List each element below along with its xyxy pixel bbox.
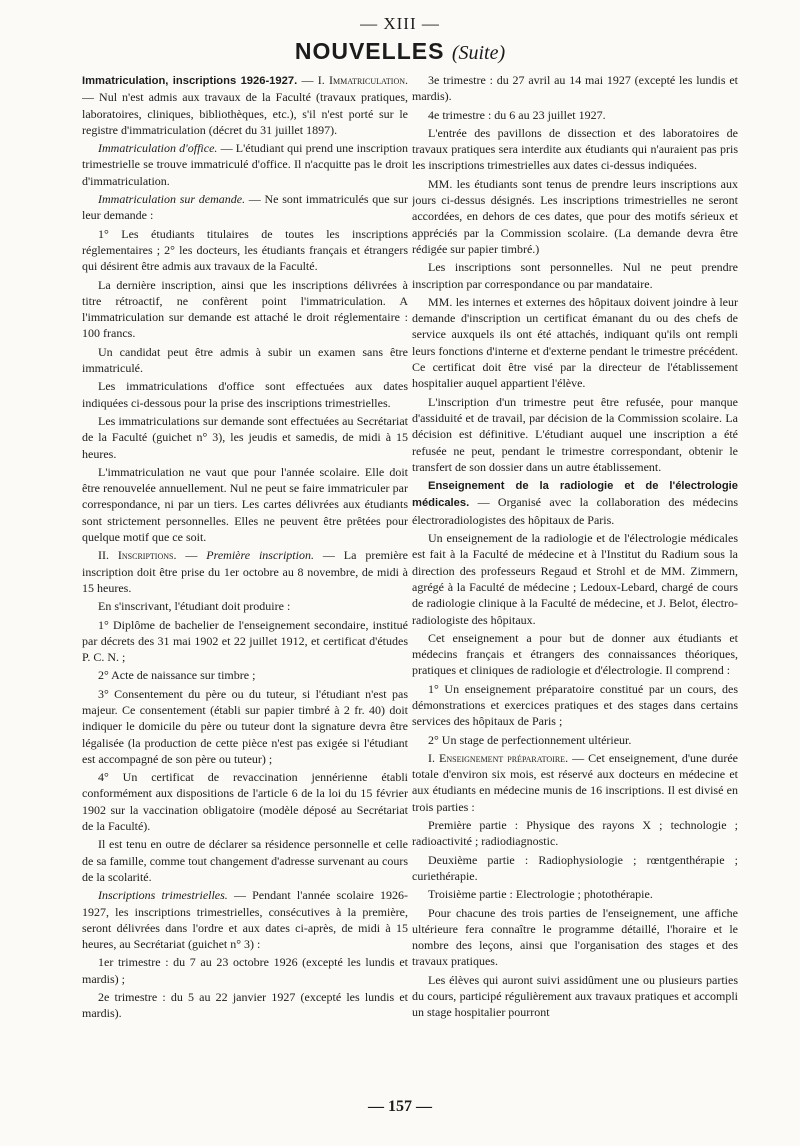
paragraph: Pour chacune des trois parties de l'enseignement, une affiche ultérieure fera connaître le programme détaillé, l'horaire et le nombre des leçons, ainsi que l'organisation des stages et des travaux pratiques. bbox=[412, 905, 738, 969]
paragraph bbox=[82, 72, 408, 138]
paragraph: Un enseignement de la radiologie et de l'électrologie médicales est fait à la Faculté de médecine et à l'Institut du Radium sous la direction des professeurs Regaud et Strohl et de MM. Zimmern, agrégé à la Faculté de médecine ; Ledoux-Lebard, chargé de cours de radiologie clinique à la Faculté de médecine, et J. Belot, électro-radiologiste des hôpitaux. bbox=[412, 531, 738, 627]
text: — La première inscription doit être prise du 1er octobre au 8 novembre, de midi à 15 heures. bbox=[82, 548, 408, 595]
paragraph: 1° Les étudiants titulaires de toutes les inscriptions réglementaires ; 2° les docteurs, les étudiants français et étrangers qui désirent être admis aux travaux de la Faculté. bbox=[82, 226, 408, 274]
section-label: II. Inscriptions. bbox=[98, 548, 177, 563]
paragraph: 4° Un certificat de revaccination jennérienne établi conformément aux dispositions de l'article 6 de la loi du 15 février 1902 sur la vaccination obligatoire (modèle déposé au Secrétariat de la Faculté). bbox=[82, 770, 408, 834]
paragraph: Un candidat peut être admis à subir un examen sans être immatriculé. bbox=[82, 344, 408, 376]
text: — Cet enseignement, d'une durée totale d'environ six mois, est réservé aux docteurs en médecine et aux étudiants en médecine munis de 16 inscriptions. Il est divisé en trois parties : bbox=[412, 750, 738, 814]
section-label: — I. Immatriculation. bbox=[301, 73, 408, 87]
text: — Ne sont immatriculés que sur leur demande : bbox=[82, 192, 408, 223]
paragraph: 2° Un stage de perfectionnement ultérieur. bbox=[428, 732, 632, 747]
heading-subtitle: (Suite) bbox=[451, 42, 506, 64]
paragraph: MM. les internes et externes des hôpitaux doivent joindre à leur demande d'inscription un certificat émanant du ou des chefs de service auxquels ils ont été attachés, indiquant qu'ils ont rempli leurs fonctions d'interne et d'externe pendant le trimestre précédent. Ce certificat doit être visé par la directeur de l'établissement hospitalier auquel appartient l'élève. bbox=[412, 294, 738, 391]
paragraph: Cet enseignement a pour but de donner aux étudiants et médecins français et étrangers des connaissances théoriques, pratiques et cliniques de radiologie et d'électrologie. Il comprend : bbox=[412, 630, 738, 678]
paragraph: Les inscriptions sont personnelles. Nul ne peut prendre inscription par correspondance ou par mandataire. bbox=[412, 260, 738, 291]
paragraph: Les élèves qui auront suivi assidûment une ou plusieurs parties du cours, participé régulièrement aux travaux pratiques et accompli un stage hospitalier pourront bbox=[412, 972, 738, 1020]
paragraph bbox=[82, 887, 408, 952]
paragraph: Les immatriculations sur demande sont effectuées au Secrétariat de la Faculté (guichet n° 3), les jeudis et samedis, de midi à 15 heures. bbox=[82, 413, 408, 461]
text: — L'étudiant qui prend une inscription trimestrielle se trouve immatriculé d'office. Il n'acquitte pas le droit d'immatriculation. bbox=[82, 141, 408, 188]
paragraph: 3° Consentement du père ou du tuteur, si l'étudiant n'est pas majeur. Ce consentement (établi sur papier timbré à 2 fr. 40) doit indiquer le domicile du père ou tuteur dont la signature devra être légalisée (la production de cette pièce n'est pas exigée si l'étudiant est accompagné de son père ou tuteur) ; bbox=[82, 686, 408, 766]
article-title: Immatriculation, inscriptions 1926-1927. bbox=[82, 75, 298, 87]
paragraph: L'immatriculation ne vaut que pour l'année scolaire. Elle doit être renouvelée annuellement. Nul ne peut se faire immatriculer par correspondance, ni par un tiers. Les cartes délivrées aux étudiants sont strictement personnelles. Elles ne peuvent être prêtées pour quelque motif que ce soit. bbox=[82, 464, 408, 545]
right-column bbox=[412, 72, 738, 1090]
paragraph bbox=[412, 750, 738, 815]
paragraph: 1er trimestre : du 7 au 23 octobre 1926 (excepté les lundis et mardis) ; bbox=[82, 955, 408, 986]
paragraph: Il est tenu en outre de déclarer sa résidence personnelle et celle de sa famille, comme tout changement d'adresse survenant au cours de la scolarité. bbox=[82, 837, 408, 884]
subheading: Inscriptions trimestrielles. bbox=[98, 888, 228, 903]
paragraph: 2e trimestre : du 5 au 22 janvier 1927 (excepté les lundis et mardis). bbox=[82, 990, 408, 1021]
paragraph bbox=[82, 191, 408, 224]
paragraph: MM. les étudiants sont tenus de prendre leurs inscriptions aux jours ci-dessus désignés. Les inscriptions trimestrielles ne seront accordées, en dehors de ces dates, que pour des motifs sérieux et appréciés par la Commission scolaire. (La demande devra être rédigée sur papier timbré.) bbox=[412, 176, 738, 256]
text: — Pendant l'année scolaire 1926-1927, les inscriptions trimestrielles, consécutives à la première, seront délivrées dans l'ordre et aux dates ci-après, de midi à 15 heures, au Secrétariat (guichet n° 3) : bbox=[82, 888, 408, 952]
paragraph bbox=[82, 140, 408, 189]
paragraph: L'entrée des pavillons de dissection et des laboratoires de travaux pratiques sera interdite aux étudiants qui n'auraient pas pris les inscriptions trimestrielles aux dates ci-dessus indiquées. bbox=[412, 125, 738, 173]
page-number: — 157 — bbox=[368, 1098, 432, 1115]
paragraph: En s'inscrivant, l'étudiant doit produire : bbox=[98, 599, 291, 614]
paragraph: Deuxième partie : Radiophysiologie ; rœntgenthérapie ; curiethérapie. bbox=[412, 852, 738, 883]
subheading: Immatriculation sur demande. bbox=[98, 192, 246, 207]
paragraph: II. Inscriptions. — Première inscription. — La première inscription doit être prise du 1er octobre au 8 novembre, de midi à 15 heures. bbox=[82, 548, 408, 595]
paragraph: 1° Diplôme de bachelier de l'enseignement secondaire, institué par décrets des 31 mai 1902 et 22 juillet 1912, et certificat d'études P. C. N. ; bbox=[82, 617, 408, 665]
paragraph: 1° Un enseignement préparatoire constitué par un cours, des démonstrations et exercices pratiques et des stages dans certains services des hôpitaux de Paris ; bbox=[412, 681, 738, 729]
left-column bbox=[82, 72, 408, 1090]
paragraph: 4e trimestre : du 6 au 23 juillet 1927. bbox=[428, 107, 606, 122]
paragraph: 3e trimestre : du 27 avril au 14 mai 1927 (excepté les lundis et mardis). bbox=[412, 73, 738, 104]
text: — Nul n'est admis aux travaux de la Faculté (travaux pratiques, laboratoires, cliniques, bibliothèques, etc.), s'il n'est porté sur le registre d'immatriculation (décret du 31 juillet 1897). bbox=[82, 90, 408, 137]
paragraph: Première partie : Physique des rayons X ; technologie ; radioactivité ; radiodiagnostic. bbox=[412, 818, 738, 849]
article-title: Enseignement de la radiologie et de l'électrologie médicales. bbox=[412, 480, 738, 510]
paragraph: L'inscription d'un trimestre peut être refusée, pour manque d'assiduité et de travail, par décision de la Commission scolaire. La décision est définitive. L'étudiant auquel une inscription a été refusée ne peut, pendant le trimestre correspondant, obtenir le transfert de son dossier dans un autre établissement. bbox=[412, 394, 738, 474]
paragraph bbox=[412, 477, 738, 528]
roman-page-number: — XIII — bbox=[360, 14, 440, 33]
paragraph: Troisième partie : Electrologie ; photothérapie. bbox=[428, 887, 653, 902]
subheading: Première inscription. bbox=[206, 548, 314, 563]
heading-title: NOUVELLES bbox=[294, 38, 445, 64]
subheading: Immatriculation d'office. bbox=[98, 141, 218, 156]
paragraph: La dernière inscription, ainsi que les inscriptions délivrées à titre rétroactif, ne confèrent point l'immatriculation. A l'immatriculation sur demande est attaché le droit réglementaire : 100 francs. bbox=[82, 277, 408, 341]
paragraph: Les immatriculations d'office sont effectuées aux dates indiquées ci-dessous pour la prise des inscriptions trimestrielles. bbox=[82, 379, 408, 410]
paragraph: 2° Acte de naissance sur timbre ; bbox=[98, 668, 256, 683]
text: — Organisé avec la collaboration des médecins électroradiologistes des hôpitaux de Paris. bbox=[412, 495, 738, 527]
section-heading bbox=[0, 38, 800, 65]
section-label: I. Enseignement préparatoire. bbox=[428, 750, 569, 765]
